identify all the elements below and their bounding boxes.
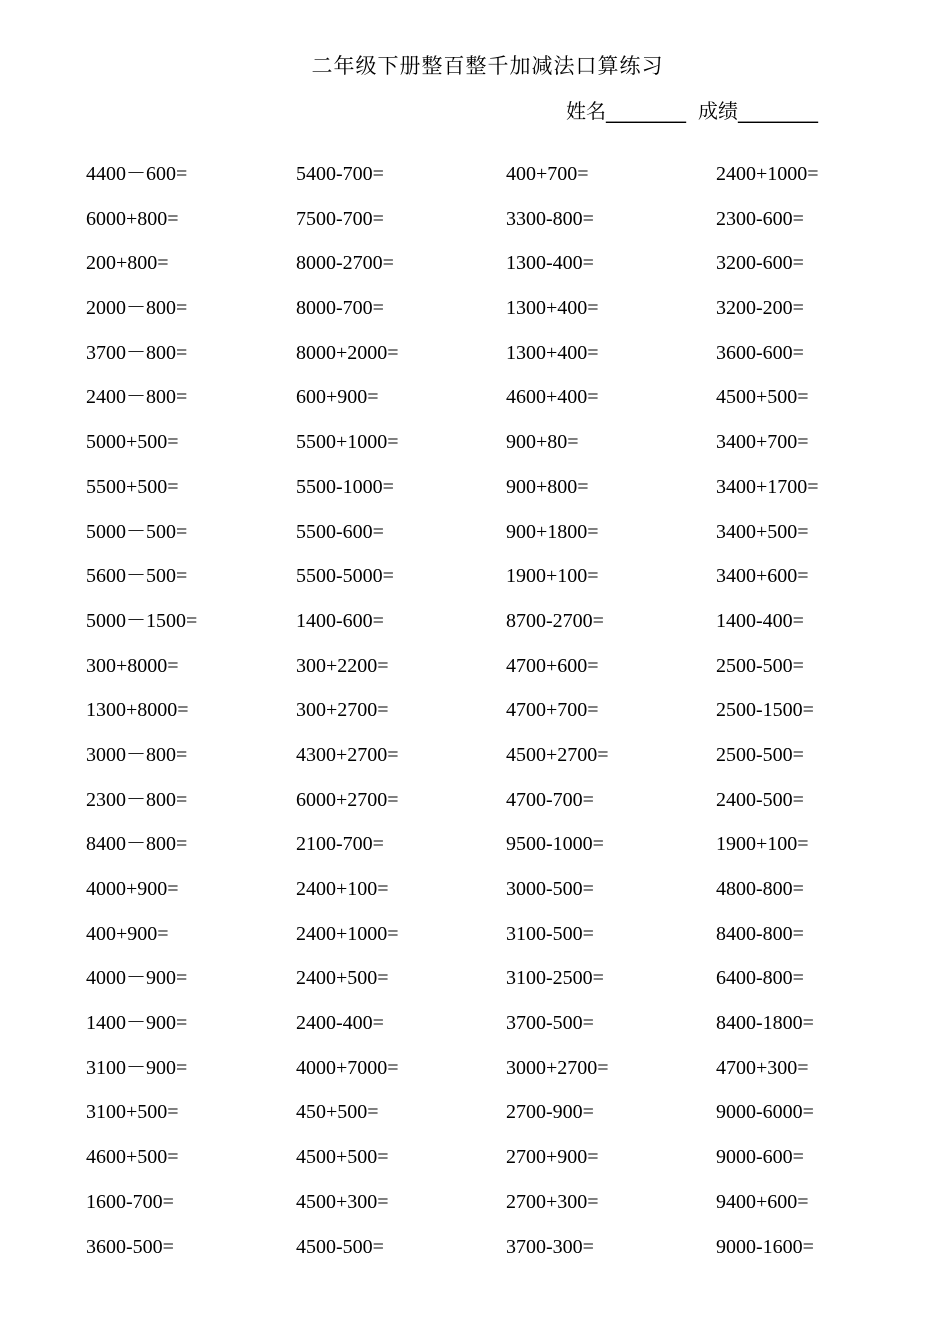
problem-item: 9000-600= bbox=[716, 1146, 804, 1169]
student-info bbox=[566, 95, 818, 124]
problem-item: 2700+300= bbox=[506, 1190, 599, 1213]
problem-item: 4600+500= bbox=[86, 1146, 179, 1169]
problem-item: 2500-1500= bbox=[716, 699, 814, 722]
problem-item: 1400-600= bbox=[296, 609, 384, 632]
problem-item: 2300-600= bbox=[716, 207, 804, 230]
problem-item: 3200-600= bbox=[716, 252, 804, 275]
problem-item: 2500-500= bbox=[716, 654, 804, 677]
problem-item: 8400－800= bbox=[86, 833, 188, 856]
problem-item: 9000-6000= bbox=[716, 1101, 814, 1124]
problem-item: 1300+8000= bbox=[86, 699, 189, 722]
problem-item: 4500+300= bbox=[296, 1190, 389, 1213]
problem-item: 1300+400= bbox=[506, 341, 599, 364]
problem-item: 450+500= bbox=[296, 1101, 379, 1124]
problem-item: 2400-400= bbox=[296, 1012, 384, 1035]
problem-item: 2000－800= bbox=[86, 297, 188, 320]
score-field: 成绩________ bbox=[698, 99, 818, 123]
problem-item: 3400+700= bbox=[716, 431, 809, 454]
problem-item: 6000+800= bbox=[86, 207, 179, 230]
problem-item: 3300-800= bbox=[506, 207, 594, 230]
name-field: 姓名________ bbox=[566, 99, 686, 123]
problem-item: 3100-2500= bbox=[506, 967, 604, 990]
problem-item: 1400-400= bbox=[716, 609, 804, 632]
problem-item: 5500+500= bbox=[86, 475, 179, 498]
problem-item: 900+800= bbox=[506, 475, 589, 498]
problem-item: 4500+500= bbox=[296, 1146, 389, 1169]
problem-item: 3700-500= bbox=[506, 1012, 594, 1035]
problem-item: 2400+100= bbox=[296, 878, 389, 900]
problem-item: 3600-500= bbox=[86, 1235, 174, 1258]
problem-item: 4400－600= bbox=[86, 163, 188, 185]
problem-item: 3400+500= bbox=[716, 520, 809, 543]
problem-item: 4500+2700= bbox=[506, 743, 609, 766]
problem-item: 1300-400= bbox=[506, 252, 594, 275]
problem-item: 3000-500= bbox=[506, 878, 594, 900]
problem-item: 4700-700= bbox=[506, 788, 594, 811]
problem-item: 8000-700= bbox=[296, 297, 384, 320]
problem-item: 300+8000= bbox=[86, 654, 179, 677]
problem-item: 3000－800= bbox=[86, 743, 188, 766]
problem-item: 5000－1500= bbox=[86, 609, 198, 632]
problem-item: 3700-300= bbox=[506, 1235, 594, 1258]
problem-item: 8400-1800= bbox=[716, 1012, 814, 1035]
problem-item: 6400-800= bbox=[716, 967, 804, 990]
problem-item: 5600－500= bbox=[86, 565, 188, 588]
problem-item: 5400-700= bbox=[296, 163, 384, 185]
problem-item: 5500+1000= bbox=[296, 431, 399, 454]
problem-item: 300+2200= bbox=[296, 654, 389, 677]
problem-item: 900+1800= bbox=[506, 520, 599, 543]
problem-item: 9400+600= bbox=[716, 1190, 809, 1213]
problem-item: 8000+2000= bbox=[296, 341, 399, 364]
problem-item: 1300+400= bbox=[506, 297, 599, 320]
problem-item: 200+800= bbox=[86, 252, 169, 275]
problem-item: 2400+1000= bbox=[296, 922, 399, 945]
problem-item: 9500-1000= bbox=[506, 833, 604, 856]
problem-item: 4000+7000= bbox=[296, 1056, 399, 1079]
problem-item: 6000+2700= bbox=[296, 788, 399, 811]
problem-item: 8400-800= bbox=[716, 922, 804, 945]
problem-item: 2100-700= bbox=[296, 833, 384, 856]
problem-item: 2400+1000= bbox=[716, 163, 819, 185]
problem-item: 2700-900= bbox=[506, 1101, 594, 1124]
problem-item: 5000+500= bbox=[86, 431, 179, 454]
problem-grid bbox=[86, 159, 916, 1276]
problem-item: 400+900= bbox=[86, 922, 169, 945]
problem-item: 3200-200= bbox=[716, 297, 804, 320]
problem-item: 5500-1000= bbox=[296, 475, 394, 498]
problem-item: 2400-500= bbox=[716, 788, 804, 811]
problem-item: 2300－800= bbox=[86, 788, 188, 811]
problem-item: 1600-700= bbox=[86, 1190, 174, 1213]
problem-item: 4300+2700= bbox=[296, 743, 399, 766]
problem-item: 3400+1700= bbox=[716, 475, 819, 498]
problem-item: 2400－800= bbox=[86, 386, 188, 409]
problem-item: 2400+500= bbox=[296, 967, 389, 990]
problem-item: 3100+500= bbox=[86, 1101, 179, 1124]
problem-item: 8000-2700= bbox=[296, 252, 394, 275]
problem-item: 3100－900= bbox=[86, 1056, 188, 1079]
problem-item: 4600+400= bbox=[506, 386, 599, 409]
problem-item: 2700+900= bbox=[506, 1146, 599, 1169]
problem-item: 2500-500= bbox=[716, 743, 804, 766]
problem-item: 9000-1600= bbox=[716, 1235, 814, 1258]
problem-item: 3700－800= bbox=[86, 341, 188, 364]
problem-item: 400+700= bbox=[506, 163, 589, 185]
problem-item: 4000+900= bbox=[86, 878, 179, 900]
problem-item: 4700+300= bbox=[716, 1056, 809, 1079]
problem-item: 8700-2700= bbox=[506, 609, 604, 632]
problem-item: 3100-500= bbox=[506, 922, 594, 945]
problem-item: 4700+700= bbox=[506, 699, 599, 722]
problem-item: 1900+100= bbox=[716, 833, 809, 856]
problem-item: 600+900= bbox=[296, 386, 379, 409]
problem-item: 5000－500= bbox=[86, 520, 188, 543]
problem-item: 4700+600= bbox=[506, 654, 599, 677]
problem-item: 4800-800= bbox=[716, 878, 804, 900]
problem-item: 5500-5000= bbox=[296, 565, 394, 588]
problem-item: 3400+600= bbox=[716, 565, 809, 588]
problem-item: 3000+2700= bbox=[506, 1056, 609, 1079]
problem-item: 3600-600= bbox=[716, 341, 804, 364]
problem-item: 4000－900= bbox=[86, 967, 188, 990]
page-title: 二年级下册整百整千加减法口算练习 bbox=[311, 54, 664, 78]
problem-item: 300+2700= bbox=[296, 699, 389, 722]
problem-item: 5500-600= bbox=[296, 520, 384, 543]
problem-item: 1900+100= bbox=[506, 565, 599, 588]
problem-item: 4500+500= bbox=[716, 386, 809, 409]
problem-item: 7500-700= bbox=[296, 207, 384, 230]
problem-item: 4500-500= bbox=[296, 1235, 384, 1258]
problem-item: 1400－900= bbox=[86, 1012, 188, 1035]
problem-item: 900+80= bbox=[506, 431, 579, 454]
